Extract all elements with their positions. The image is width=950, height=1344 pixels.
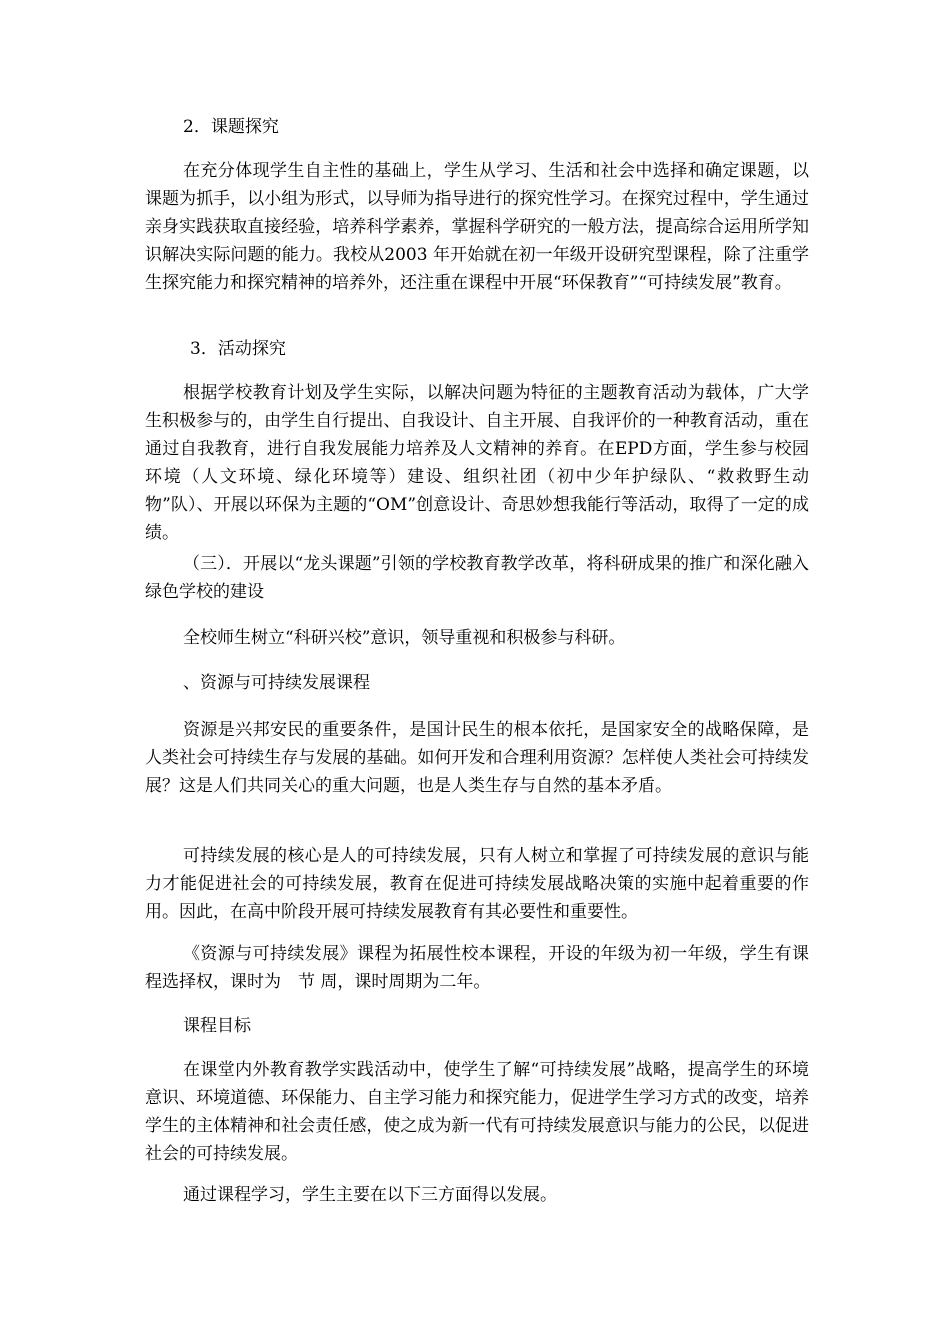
section-heading-topic-inquiry: 2．课题探究 (183, 117, 279, 137)
paragraph-section-three: （三）．开展以“龙头课题”引领的学校教育教学改革，将科研成果的推广和深化融入绿色学校的建设 (145, 554, 809, 602)
paragraph-activity-inquiry: 根据学校教育计划及学生实际，以解决问题为特征的主题教育活动为载体，广大学生积极参与的，由学生自行提出、自我设计、自主开展、自我评价的一种教育活动，重在通过自我教育，进行自我发展能力培养及人文精神的养育。在EPD方面，学生参与校园环境（人文环境、绿化环境等）建设、组织社团（初中少年护绿队、“救救野生动物”队）、开展以环保为主题的“OM”创意设计、奇思妙想我能行等活动，取得了一定的成绩。 (145, 383, 809, 543)
section-heading-resource-course: 、资源与可持续发展课程 (183, 673, 370, 693)
paragraph-topic-inquiry: 在充分体现学生自主性的基础上，学生从学习、生活和社会中选择和确定课题，以课题为抓手，以小组为形式，以导师为指导进行的探究性学习。在探究过程中，学生通过亲身实践获取直接经验，培养科学素养，掌握科学研究的一般方法，提高综合运用所学知识解决实际问题的能力。我校从2003 年开始就在初一年级开设研究型课程，除了注重学生探究能力和探究精神的培养外，还注重在课程中开展“环保教育”“可持续发展”教育。 (145, 161, 809, 293)
paragraph-research-awareness: 全校师生树立“科研兴校”意识，领导重视和积极参与科研。 (183, 628, 626, 648)
section-heading-activity-inquiry: 3．活动探究 (190, 339, 286, 359)
paragraph-three-aspects: 通过课程学习，学生主要在以下三方面得以发展。 (183, 1185, 557, 1205)
paragraph-course-goals: 在课堂内外教育教学实践活动中，使学生了解“可持续发展”战略，提高学生的环境意识、环境道德、环保能力、自主学习能力和探究能力，促进学生学习方式的改变，培养学生的主体精神和社会责任感，使之成为新一代有可持续发展意识与能力的公民，以促进社会的可持续发展。 (145, 1060, 809, 1164)
paragraph-resources: 资源是兴邦安民的重要条件，是国计民生的根本依托，是国家安全的战略保障，是人类社会可持续生存与发展的基础。如何开发和合理利用资源？怎样使人类社会可持续发展？这是人们共同关心的重大问题，也是人类生存与自然的基本矛盾。 (145, 720, 809, 796)
paragraph-course-info: 《资源与可持续发展》课程为拓展性校本课程，开设的年级为初一年级，学生有课程选择权，课时为 节 周，课时周期为二年。 (145, 944, 809, 992)
section-heading-course-goals: 课程目标 (183, 1016, 251, 1036)
paragraph-sustainable-core: 可持续发展的核心是人的可持续发展，只有人树立和掌握了可持续发展的意识与能力才能促进社会的可持续发展，教育在促进可持续发展战略决策的实施中起着重要的作用。因此，在高中阶段开展可持续发展教育有其必要性和重要性。 (145, 846, 809, 922)
